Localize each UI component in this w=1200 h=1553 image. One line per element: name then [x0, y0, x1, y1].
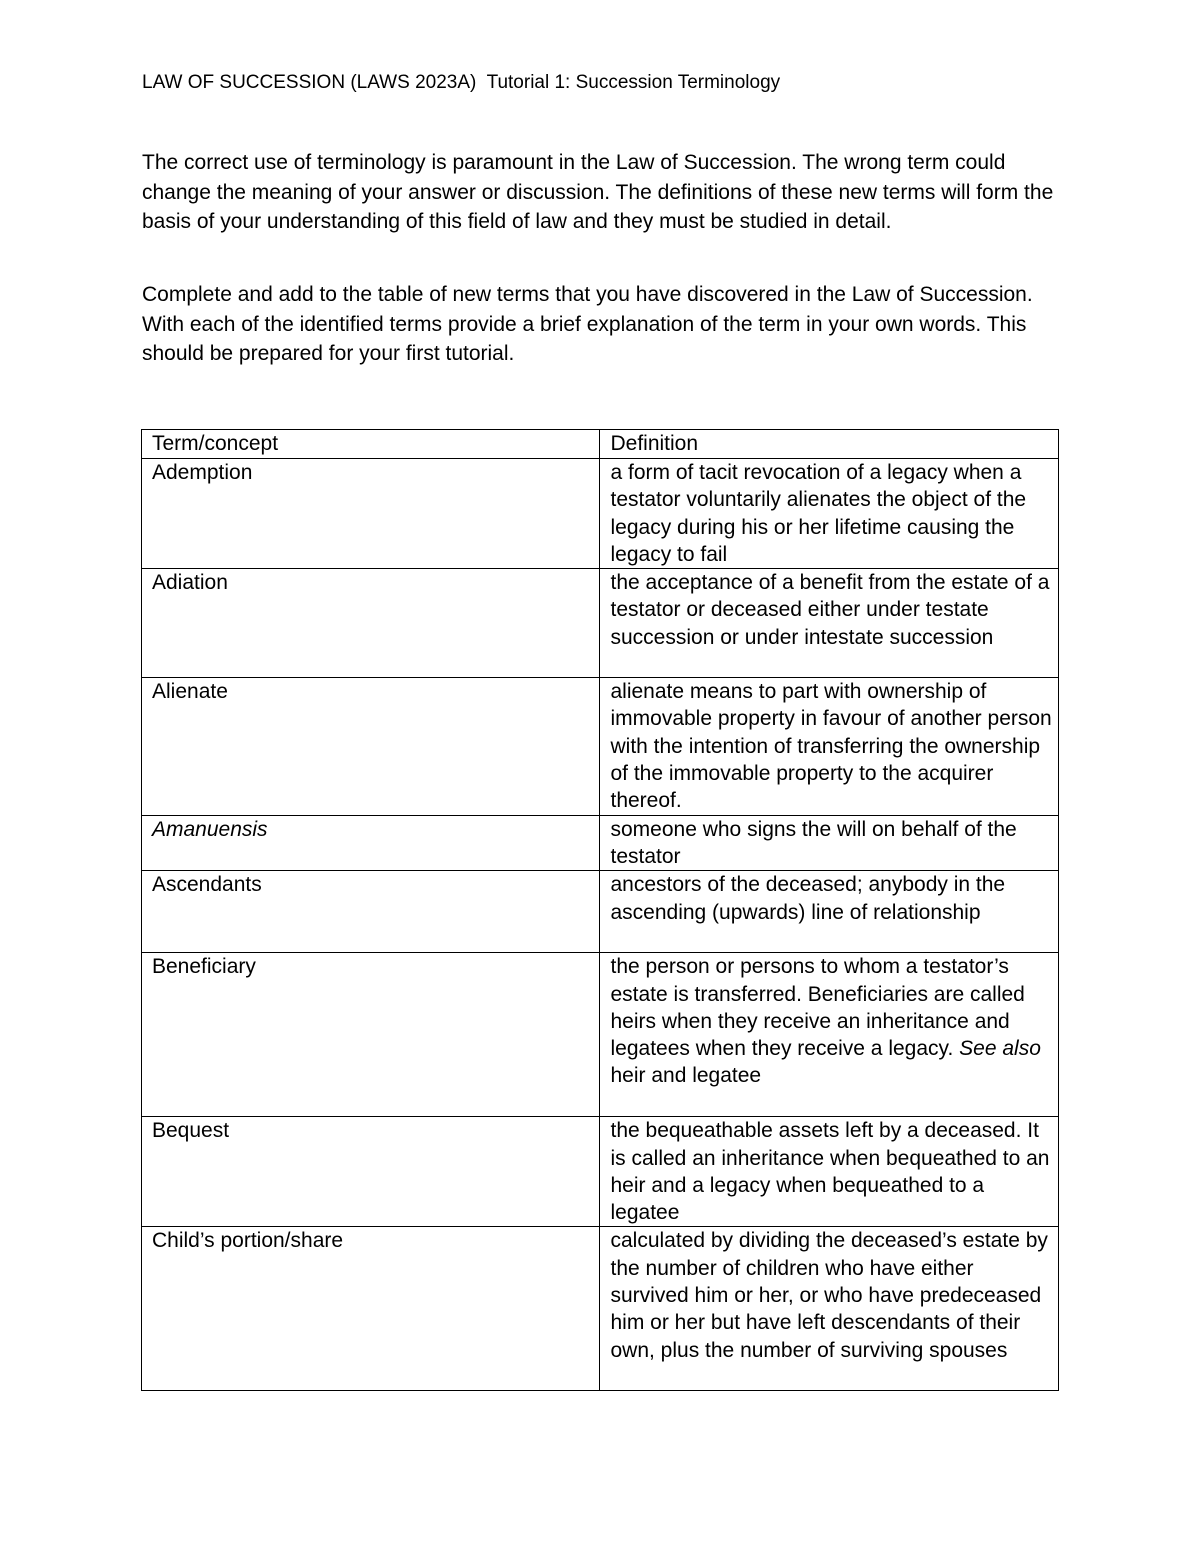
term-cell: Ademption [142, 459, 600, 569]
definition-cell: someone who signs the will on behalf of the testator [600, 815, 1059, 871]
definition-cell: the bequeathable assets left by a deceased. It is called an inheritance when bequeathed to an heir and a legacy when bequeathed to a legatee [600, 1117, 1059, 1227]
table-row [142, 815, 1059, 871]
definition-cell [600, 953, 1059, 1117]
term-cell: Bequest [142, 1117, 600, 1227]
intro-paragraph-2: Complete and add to the table of new terms that you have discovered in the Law of Succession. With each of the identified terms provide a brief explanation of the term in your own words. This should be prepared for your first tutorial. [142, 283, 1033, 365]
term-cell: Amanuensis [142, 815, 600, 871]
table-row [142, 678, 1059, 815]
term-cell: Alienate [142, 678, 600, 815]
definition-cell: calculated by dividing the deceased’s estate by the number of children who have either survived him or her, or who have predeceased him or her but have left descendants of their own, plus the number of surviving spouses [600, 1227, 1059, 1391]
course-title: LAW OF SUCCESSION (LAWS 2023A) [142, 72, 477, 93]
term-cell: Adiation [142, 569, 600, 678]
terminology-table [141, 429, 1059, 1391]
definition-cell: the acceptance of a benefit from the estate of a testator or deceased either under testate succession or under intestate succession [600, 569, 1059, 678]
table-header-row [142, 430, 1059, 459]
definition-cell: alienate means to part with ownership of immovable property in favour of another person with the intention of transferring the ownership of the immovable property to the acquirer thereof. [600, 678, 1059, 815]
intro-paragraph-1: The correct use of terminology is paramount in the Law of Succession. The wrong term could change the meaning of your answer or discussion. The definitions of these new terms will form the basis of your understanding of this field of law and they must be studied in detail. [142, 151, 1054, 233]
table-row [142, 953, 1059, 1117]
table-row [142, 569, 1059, 678]
term-cell: Child’s portion/share [142, 1227, 600, 1391]
term-cell: Ascendants [142, 871, 600, 953]
definition-cell: a form of tacit revocation of a legacy when a testator voluntarily alienates the object of the legacy during his or her lifetime causing the legacy to fail [600, 459, 1059, 569]
header-term: Term/concept [142, 430, 600, 459]
definition-tail-text: heir and legatee [610, 1064, 762, 1088]
tutorial-title: Tutorial 1: Succession Terminology [486, 72, 781, 93]
definition-cell: ancestors of the deceased; anybody in the ascending (upwards) line of relationship [600, 871, 1059, 953]
table-row [142, 1227, 1059, 1391]
document-header [142, 70, 780, 96]
see-also-text: See also [959, 1037, 1041, 1061]
term-cell: Beneficiary [142, 953, 600, 1117]
table-row [142, 871, 1059, 953]
table-row [142, 1117, 1059, 1227]
table-row [142, 459, 1059, 569]
header-definition: Definition [600, 430, 1059, 459]
definition-text: the person or persons to whom a testator’s estate is transferred. Beneficiaries are called heirs when they receive an inheritance and legatees when they receive a legacy. [610, 955, 1025, 1061]
